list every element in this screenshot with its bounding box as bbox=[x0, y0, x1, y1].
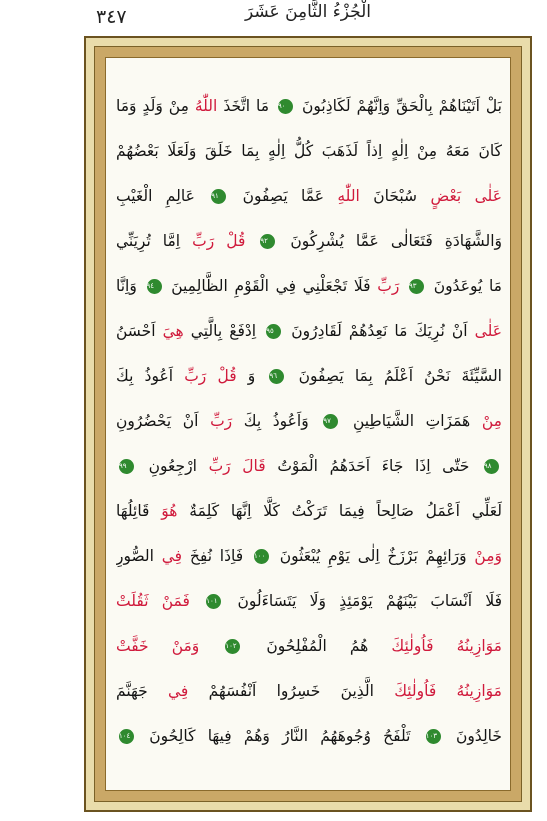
highlighted-word: فِي bbox=[161, 547, 183, 565]
ayah-number-marker-icon: ٩٤ bbox=[147, 279, 162, 294]
verse-text: فَاِذَا نُفِخَ bbox=[189, 547, 244, 565]
verse-text: وَ bbox=[247, 367, 256, 385]
highlighted-word: عَلٰى بَعْضٍ bbox=[430, 187, 502, 205]
ayah-number-marker-icon: ٩٦ bbox=[269, 369, 284, 384]
highlighted-word: فِي bbox=[168, 682, 189, 700]
verse-line bbox=[116, 534, 502, 579]
verse-text: مِنْ وَلَدٍ وَمَا bbox=[116, 97, 189, 115]
verse-text: حَتّٰى اِذَا جَاءَ اَحَدَهُمُ الْمَوْتُ bbox=[277, 457, 470, 475]
verse-text: فَلَا اَنْسَابَ بَيْنَهُمْ يَوْمَئِذٍ وَلَا يَتَسَاءَلُونَ bbox=[237, 592, 502, 610]
verse-text: وَالشَّهَادَةِ فَتَعَالٰى عَمَّا يُشْرِكُونَ bbox=[290, 232, 502, 250]
verse-line bbox=[116, 219, 502, 264]
verse-text: السَّيِّئَةَ نَحْنُ اَعْلَمُ بِمَا يَصِفُونَ bbox=[298, 367, 502, 385]
verse-line bbox=[116, 174, 502, 219]
verse-text: خَالِدُونَ bbox=[455, 727, 502, 745]
ayah-number-marker-icon: ٩٨ bbox=[484, 459, 499, 474]
ayah-number-marker-icon: ٩٣ bbox=[409, 279, 424, 294]
juz-header: الْجُزْءُ الثَّامِنَ عَشَرَ bbox=[244, 2, 371, 22]
verse-line bbox=[116, 84, 502, 129]
highlighted-word: اللّٰهُ bbox=[194, 97, 218, 115]
ayah-number-marker-icon: ٩١ bbox=[211, 189, 226, 204]
verse-text: وَرَائِهِمْ بَرْزَخٌ اِلٰى يَوْمِ يُبْعَثُونَ bbox=[279, 547, 467, 565]
highlighted-word: هُوَ bbox=[161, 502, 178, 520]
verse-text: كَانَ مَعَهُ مِنْ اِلٰهٍ اِذاً لَذَهَبَ كُلُّ اِلٰهٍ بِمَا خَلَقَ وَلَعَلَا بَعْضُهُمْ bbox=[116, 142, 502, 160]
highlighted-word: رَبِّ bbox=[377, 277, 400, 295]
verse-text: الَّذِينَ خَسِرُوا اَنْفُسَهُمْ bbox=[208, 682, 374, 700]
verse-text: جَهَنَّمَ bbox=[116, 682, 148, 700]
highlighted-word: مَوَازِينُهُ bbox=[456, 637, 502, 655]
verse-text: اِدْفَعْ بِالَّتِي bbox=[190, 322, 257, 340]
highlighted-word: فَمَنْ ثَقُلَتْ bbox=[116, 592, 190, 610]
verse-line bbox=[116, 129, 502, 174]
page-number: ٣٤٧ bbox=[96, 6, 127, 28]
ayah-number-marker-icon: ١٠٣ bbox=[426, 729, 441, 744]
verse-text: قَائِلُهَا bbox=[116, 502, 150, 520]
verse-text: اَحْسَنُ bbox=[116, 322, 156, 340]
verse-line bbox=[116, 399, 502, 444]
verse-text: ارْجِعُونِ bbox=[148, 457, 197, 475]
verse-line bbox=[116, 714, 502, 759]
highlighted-word: فَاُولٰئِكَ bbox=[394, 682, 437, 700]
highlighted-word: هِيَ bbox=[162, 322, 184, 340]
verse-text: عَالِمِ الْغَيْبِ bbox=[116, 187, 195, 205]
ayah-number-marker-icon: ١٠١ bbox=[206, 594, 221, 609]
ayah-number-marker-icon: ٩٥ bbox=[266, 324, 281, 339]
verse-text: مَا اتَّخَذَ bbox=[223, 97, 270, 115]
verse-text: لَعَلِّي اَعْمَلُ صَالِحاً فِيمَا تَرَكْتُ كَلَّا اِنَّهَا كَلِمَةٌ bbox=[189, 502, 502, 520]
ayah-number-marker-icon: ١٠٤ bbox=[119, 729, 134, 744]
highlighted-word: فَاُولٰئِكَ bbox=[391, 637, 434, 655]
verse-text: الصُّورِ bbox=[116, 547, 154, 565]
verse-line bbox=[116, 309, 502, 354]
verse-text: مَا يُوعَدُونَ bbox=[433, 277, 502, 295]
highlighted-word: عَلٰى bbox=[474, 322, 502, 340]
verse-text: اِمَّا تُرِيَنِّي bbox=[116, 232, 181, 250]
verse-text: تَلْفَحُ وُجُوهَهُمُ النَّارُ وَهُمْ فِيهَا كَالِحُونَ bbox=[149, 727, 411, 745]
verse-text: وَاِنَّا bbox=[116, 277, 137, 295]
ayah-number-marker-icon: ١٠٢ bbox=[225, 639, 240, 654]
verse-line bbox=[116, 669, 502, 714]
verse-line bbox=[116, 354, 502, 399]
verse-text: وَاَعُوذُ بِكَ bbox=[243, 412, 309, 430]
verse-text: هُمُ الْمُفْلِحُونَ bbox=[266, 637, 369, 655]
verse-text: اَنْ نُرِيَكَ مَا نَعِدُهُمْ لَقَادِرُونَ bbox=[291, 322, 468, 340]
verse-text: عَمَّا يَصِفُونَ bbox=[242, 187, 324, 205]
highlighted-word: وَمَنْ خَفَّتْ bbox=[116, 637, 200, 655]
verse-text: اَعُوذُ بِكَ bbox=[116, 367, 174, 385]
verse-line bbox=[116, 624, 502, 669]
ayah-number-marker-icon: ٩٠ bbox=[278, 99, 293, 114]
highlighted-word: مَوَازِينُهُ bbox=[456, 682, 502, 700]
ayah-number-marker-icon: ٩٩ bbox=[119, 459, 134, 474]
verse-text: فَلَا تَجْعَلْنِي فِي الْقَوْمِ الظَّالِمِينَ bbox=[171, 277, 371, 295]
verse-text: اَنْ يَحْضُرُونِ bbox=[116, 412, 199, 430]
ayah-number-marker-icon: ٩٢ bbox=[260, 234, 275, 249]
highlighted-word: مِنْ bbox=[481, 412, 502, 430]
verse-text: سُبْحَانَ bbox=[373, 187, 418, 205]
verse-text: هَمَزَاتِ الشَّيَاطِينِ bbox=[352, 412, 471, 430]
highlighted-word: رَبِّ bbox=[210, 412, 233, 430]
highlighted-word: قُلْ رَبِّ bbox=[192, 232, 246, 250]
highlighted-word: قُلْ رَبِّ bbox=[184, 367, 237, 385]
highlighted-word: قَالَ رَبِّ bbox=[208, 457, 266, 475]
highlighted-word: اللّٰهِ bbox=[337, 187, 360, 205]
verse-text-block bbox=[116, 84, 502, 759]
ayah-number-marker-icon: ١٠٠ bbox=[254, 549, 269, 564]
verse-text: بَلْ اَتَيْنَاهُمْ بِالْحَقِّ وَاِنَّهُمْ لَكَاذِبُونَ bbox=[302, 97, 502, 115]
verse-line bbox=[116, 444, 502, 489]
verse-line bbox=[116, 264, 502, 309]
verse-line bbox=[116, 489, 502, 534]
highlighted-word: وَمِنْ bbox=[474, 547, 502, 565]
verse-line bbox=[116, 579, 502, 624]
ayah-number-marker-icon: ٩٧ bbox=[323, 414, 338, 429]
